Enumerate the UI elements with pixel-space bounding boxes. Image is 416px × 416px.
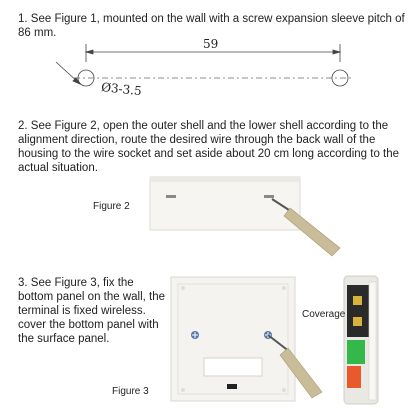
terminal-screw-top — [353, 296, 362, 305]
step-2-text: 2. See Figure 2, open the outer shell and the lower shell according to the alignment direction, route the desired wire through the back wall of the housing to the wire socket and set aside about 20 cm long according to the actual situation. — [18, 120, 400, 174]
dimension-value: 59 — [203, 37, 219, 51]
terminal-orange-block — [347, 366, 361, 388]
step-1-text: 1. See Figure 1, mounted on the wall with a screw expansion sleeve pitch of 86 mm. — [18, 13, 405, 39]
figure-2-label: Figure 2 — [93, 201, 130, 212]
figure-3-label: Figure 3 — [112, 386, 149, 397]
corner-hole-br — [282, 388, 286, 392]
terminal-slot — [227, 384, 237, 389]
corner-hole-tl — [181, 286, 185, 290]
step-3-text: 3. See Figure 3, fix the bottom panel on the wall, the terminal is fixed wireless. cover the bottom panel with the surface panel. — [18, 277, 166, 345]
wire-opening — [204, 358, 262, 376]
corner-hole-tr — [282, 286, 286, 290]
coverage-label: Coverage — [302, 309, 346, 320]
bottom-panel — [171, 277, 295, 401]
side-view-cover — [369, 282, 376, 400]
terminal-green-block — [347, 340, 365, 364]
corner-hole-bl — [181, 388, 185, 392]
terminal-screw-bottom — [353, 317, 362, 326]
hole-diameter-label: Ø3-3.5 — [100, 80, 143, 99]
